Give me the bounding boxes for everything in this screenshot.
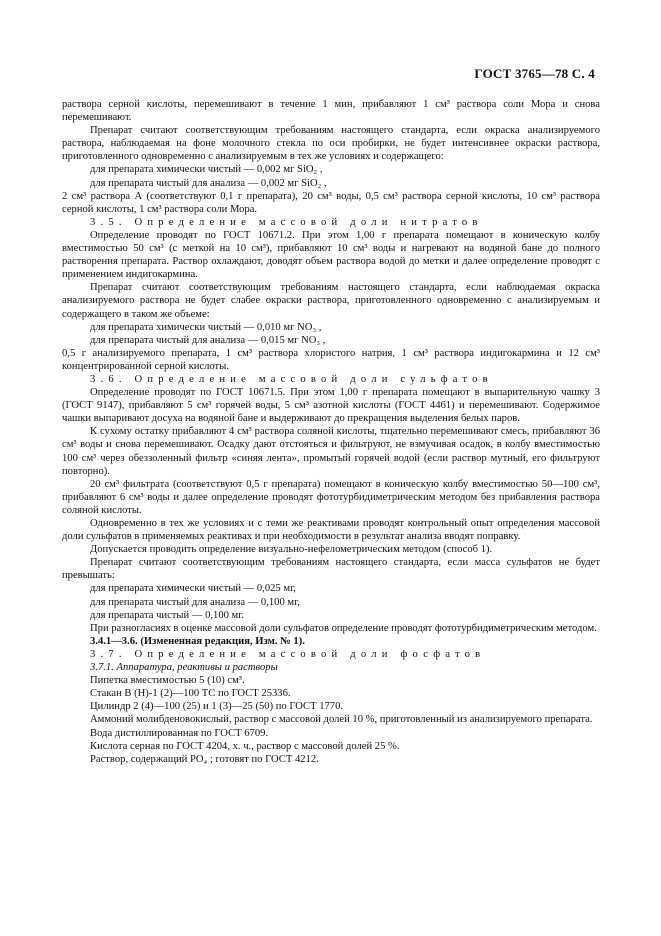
paragraph: Стакан В (Н)-1 (2)—100 ТС по ГОСТ 25336. (90, 688, 291, 700)
paragraph: 3.7.1. Аппаратура, реактивы и растворы (90, 662, 278, 674)
paragraph: для препарата химически чистый — 0,025 мг, (90, 583, 296, 595)
paragraph: Раствор, содержащий PO₄ ; готовят по ГОСТ 4212. (90, 753, 319, 765)
paragraph: Определение проводят по ГОСТ 10671.5. При этом 1,00 г препарата помещают в выпарительную чашку 3 (ГОСТ 9147), прибавляют 5 см³ горячей воды, 5 см³ азотной кислоты (ГОСТ 4461) и перемешивают. Содержимое чашки выпаривают досуха на водяной бане и выдерживают до прекращения выделения белых паров. (62, 387, 600, 425)
paragraph: 2 см³ раствора А (соответствуют 0,1 г препарата), 20 см³ воды, 0,5 см³ раствора серной кислоты, 10 см³ раствора серной кислоты, 1 см³ раствора соли Мора. (62, 190, 600, 215)
paragraph: 3.6. Определение массовой доли сульфатов (90, 373, 493, 385)
paragraph: 3.7. Определение массовой доли фосфатов (90, 648, 486, 660)
paragraph: Допускается проводить определение визуально-нефелометрическим методом (способ 1). (90, 544, 493, 556)
paragraph: Аммоний молибденовокислый, раствор с массовой долей 10 %, приготовленный из анализируемого препарата. (90, 714, 593, 726)
paragraph: Препарат считают соответствующим требованиям настоящего стандарта, если масса сульфатов не будет превышать: (62, 557, 600, 582)
paragraph: для препарата химически чистый — 0,002 мг SiO₂ , (90, 164, 323, 176)
paragraph: 20 см³ фильтрата (соответствуют 0,5 г препарата) помещают в коническую колбу вместимостью 50—100 см³, прибавляют 6 см³ воды и далее определение проводят фототурбидиметрическим методом без прибавления раствора соляной кислоты. (62, 478, 600, 516)
paragraph: Пипетка вместимостью 5 (10) см³. (90, 675, 245, 687)
paragraph: Цилиндр 2 (4)—100 (25) и 1 (3)—25 (50) по ГОСТ 1770. (90, 701, 344, 713)
page-header: ГОСТ 3765—78 С. 4 (474, 66, 595, 81)
paragraph: 3.5. Определение массовой доли нитратов (90, 216, 483, 228)
paragraph: Определение проводят по ГОСТ 10671.2. При этом 1,00 г препарата помещают в коническую колбу вместимостью 50 см³ (с меткой на 10 см³), прибавляют 10 см³ воды и нагревают на водяной бане до полного растворения препарата. Раствор охлаждают, доводят объем раствора водой до метки и далее определение проводят с применением индигокармина. (62, 229, 600, 281)
paragraph: для препарата чистый для анализа — 0,015 мг NO₃ , (90, 334, 326, 346)
paragraph: 0,5 г анализируемого препарата, 1 см³ раствора хлористого натрия, 1 см³ раствора индигокармина и 12 см³ концентрированной серной кислоты. (62, 347, 600, 372)
document-body (62, 98, 600, 766)
paragraph: Препарат считают соответствующим требованиям настоящего стандарта, если наблюдаемая окраска анализируемого раствора не будет слабее окраски раствора, приготовленного одновременно с анализируемым и содержащего в таком же объеме: (62, 282, 600, 320)
paragraph: для препарата чистый для анализа — 0,002 мг SiO₂ , (90, 177, 327, 189)
paragraph: При разногласиях в оценке массовой доли сульфатов определение проводят фототурбидиметрическим методом. (90, 622, 597, 634)
paragraph: Одновременно в тех же условиях и с теми же реактивами проводят контрольный опыт определения массовой доли сульфатов в применяемых реактивах и при необходимости в результат анализа вводят поправку. (62, 518, 600, 543)
paragraph: для препарата чистый — 0,100 мг. (90, 609, 245, 621)
paragraph: К сухому остатку прибавляют 4 см³ раствора соляной кислоты, тщательно перемешивают смесь, прибавляют 36 см³ воды и снова перемешивают. Осадку дают отстояться и фильтруют, не взмучивая осадок, в колбу вместимостью 100 см³ через обеззоленный фильтр «синяя лента», промытый горячей водой (если раствор мутный, его фильтруют повторно). (62, 426, 600, 477)
paragraph: Вода дистиллированная по ГОСТ 6709. (90, 727, 269, 739)
paragraph: 3.4.1—3.6. (Измененная редакция, Изм. № 1). (90, 635, 305, 647)
paragraph: Кислота серная по ГОСТ 4204, х. ч., раствор с массовой долей 25 %. (90, 740, 400, 752)
paragraph: раствора серной кислоты, перемешивают в течение 1 мин, прибавляют 1 см³ раствора соли Мора и снова перемешивают. (62, 99, 600, 124)
paragraph: для препарата химически чистый — 0,010 мг NO₃ , (90, 321, 322, 333)
paragraph: Препарат считают соответствующим требованиям настоящего стандарта, если окраска анализируемого раствора, наблюдаемая на фоне молочного стекла по оси пробирки, не будет интенсивнее окраски раствора, приготовленного одновременно с анализируемым в тех же условиях и содержащего: (62, 125, 600, 163)
paragraph: для препарата чистый для анализа — 0,100 мг, (90, 596, 300, 608)
